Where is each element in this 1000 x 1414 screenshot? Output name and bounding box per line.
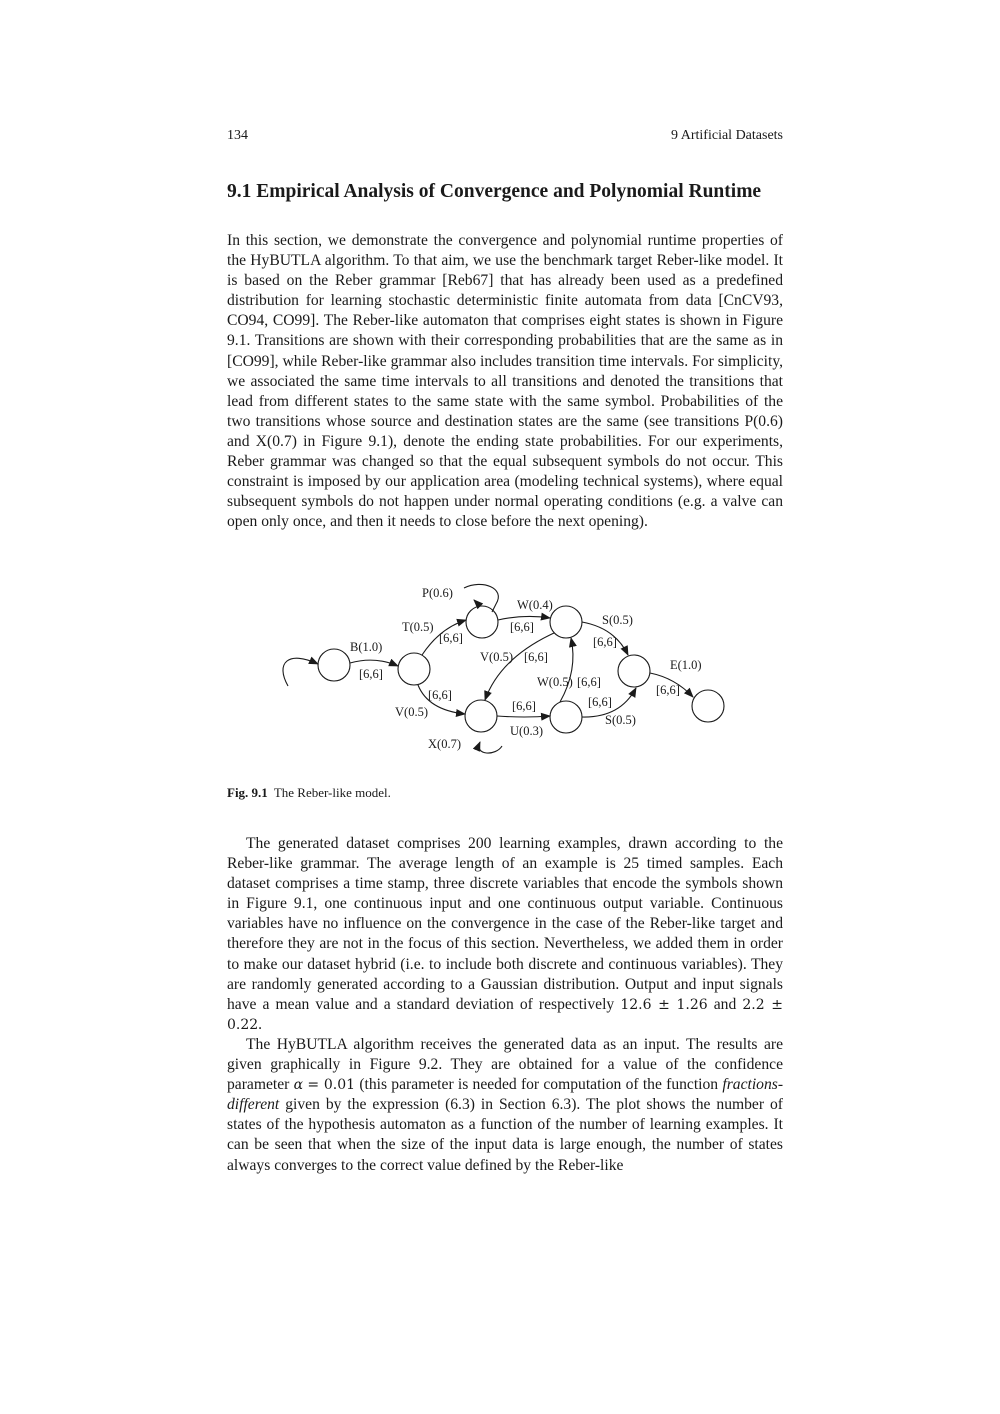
label-b-interval: [6,6] [359,667,383,681]
paragraph-results-part2: (this parameter is needed for computation of the function [359,1076,719,1094]
label-e: E(1.0) [670,658,702,672]
page-number: 134 [227,128,248,143]
edge-p-loop [464,584,498,612]
state-6 [465,700,497,732]
state-7 [550,701,582,733]
state-1 [398,653,430,685]
alpha-symbol: α [293,1077,304,1094]
state-0 [318,649,350,681]
start-arrow [283,658,318,686]
edge-b [350,660,398,666]
label-s-low-interval: [6,6] [588,695,612,709]
label-u: U(0.3) [510,724,543,738]
label-w-mid: W(0.5) [537,675,573,689]
function-name-italic: fractions-different [227,1076,784,1114]
section-title: 9.1 Empirical Analysis of Convergence and Polynomial Runtime [227,181,762,202]
figure-caption [227,785,391,801]
edge-v-mid [485,633,554,700]
label-s-low: S(0.5) [605,713,636,727]
edge-w-mid [560,638,573,702]
paragraph-results [227,1035,783,1176]
label-w-top: W(0.4) [517,598,553,612]
reber-automaton-diagram [270,578,740,763]
label-p: P(0.6) [422,586,453,600]
input-stats-math: 2.2 ± 0.22 [227,996,784,1033]
paragraph-dataset-text: The generated dataset comprises 200 learning examples, drawn according to the Reber-like grammar. The average length of an example is 25 timed samples. Each dataset comprises a time stamp, three discrete variables that encode the symbols shown in Figure 9.1, one continuous input and one continuous output variable. Continuous variables have no influence on the convergence in the case of the Reber-like target and therefore they are not in the focus of this section. Nevertheless, we added them in order to make our dataset hybrid (i.e. to include both discrete and continuous variables). They are randomly generated according to a Gaussian distribution. Output and input signals have a mean value and a standard deviation of respectively [227,835,783,1013]
paragraph-results-part1: The HyBUTLA algorithm receives the generated data as an input. The results are given graphically in Figure 9.2. They are obtained for a value of the confidence parameter [227,1036,783,1094]
running-header-chapter: 9 Artificial Datasets [671,128,783,143]
label-e-interval: [6,6] [656,683,680,697]
paragraph-dataset-and: and [713,995,737,1013]
paragraph-results-part3: given by the expression (6.3) in Section 6.3). The plot shows the number of states of the hypothesis automaton as a function of the number of learning examples. It can be seen that when the size of the input data is large enough, the number of states always converges to the correct value defined by the Reber-like [227,1096,783,1174]
state-3 [550,606,582,638]
label-w-mid-interval: [6,6] [577,675,601,689]
label-b: B(1.0) [350,640,383,654]
output-stats-math: 12.6 ± 1.26 [620,996,708,1013]
paragraph-dataset-end: . [258,1015,263,1033]
paragraph-intro: In this section, we demonstrate the convergence and polynomial runtime properties of the HyBUTLA algorithm. To that aim, we use the benchmark target Reber-like model. It is based on the Reber grammar [Reb67] that has already been used as a predefined distribution for learning stochastic deterministic finite automata from data [CnCV93, CO94, CO99]. The Reber-like automaton that comprises eight states is shown in Figure 9.1. Transitions are shown with their corresponding probabilities that are the same as in [CO99], while Reber-like grammar also includes transition time intervals. For simplicity, we associated the same time intervals to all transitions and denoted the transitions that lead from different states to the same state with the same symbol. Probabilities of the two transitions whose source and destination states are the same (see transitions P(0.6) and X(0.7) in Figure 9.1), denote the ending state probabilities. For our experiments, Reber grammar was changed so that the equal subsequent symbols do not occur. This constraint is imposed by our application area (modeling technical systems), where equal subsequent symbols do not happen under normal operating conditions (e.g. a valve can open only once, and then it needs to close before the next opening). [227,232,783,531]
figure-caption-text: The Reber-like model. [273,785,391,800]
label-v-low-interval: [6,6] [428,688,452,702]
label-s-top-interval: [6,6] [593,635,617,649]
label-v-mid: V(0.5) [480,650,513,664]
label-t: T(0.5) [402,620,434,634]
label-t-interval: [6,6] [439,631,463,645]
figure-caption-label: Fig. 9.1 [227,785,268,800]
label-x: X(0.7) [428,737,461,751]
label-u-interval: [6,6] [512,699,536,713]
label-v-mid-interval: [6,6] [524,650,548,664]
state-5 [692,690,724,722]
paragraph-dataset [227,834,783,1035]
edge-x-loop [479,742,502,753]
label-v-low: V(0.5) [395,705,428,719]
alpha-value: = 0.01 [307,1077,356,1094]
edge-u [497,716,550,717]
state-4 [618,655,650,687]
label-s-top: S(0.5) [602,613,633,627]
label-w-top-interval: [6,6] [510,620,534,634]
